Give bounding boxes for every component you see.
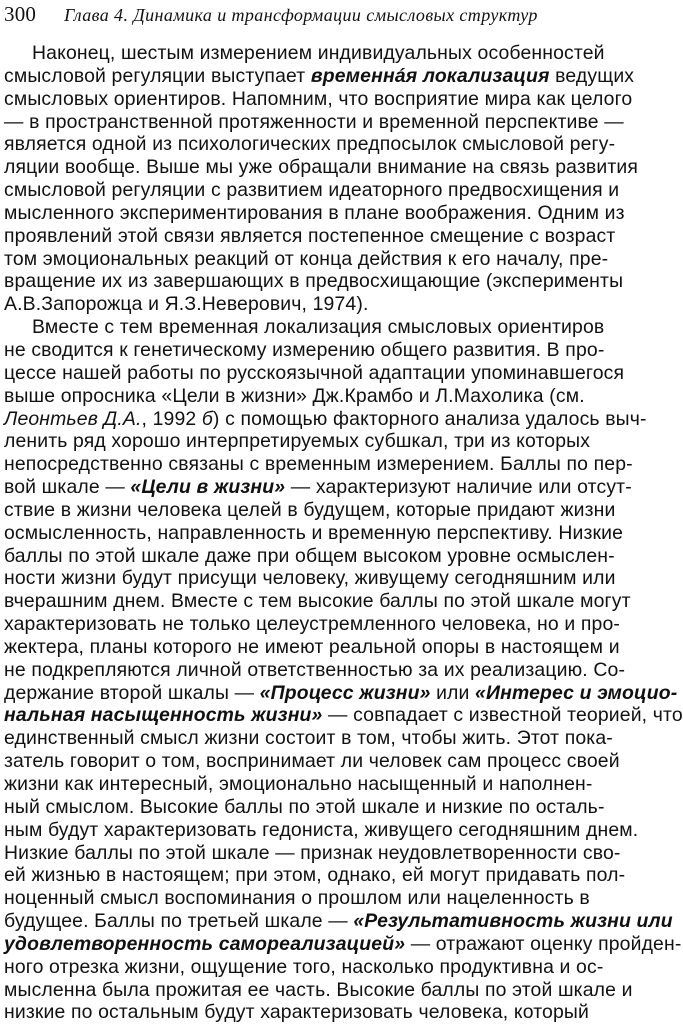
scale-name: нальная насыщенность жизни» xyxy=(4,704,323,727)
text-run: — характеризуют наличие или отсут- xyxy=(285,476,632,499)
text-line xyxy=(4,407,647,431)
text-line xyxy=(4,704,683,727)
text-line: выше опросника «Цели в жизни» Дж.Крамбо и Л.Махолика (см. xyxy=(4,384,585,407)
text-line: ленить ряд хорошо интерпретируемых субшкал, три из которых xyxy=(4,430,591,453)
text-run: держание второй шкалы — xyxy=(4,681,260,704)
text-line: жектера, планы которого не имеют реальной опоры в настоящем и xyxy=(4,635,620,658)
text-line: вращение их из завершающих в предвосхищающие (эксперименты xyxy=(4,270,624,293)
page-header xyxy=(4,2,644,30)
text-line: ляции вообще. Выше мы уже обращали внимание на связь развития xyxy=(4,156,639,179)
text-line: непосредственно связаны с временным измерением. Баллы по пер- xyxy=(4,453,633,476)
text-line: осмысленность, направленность и временную перспективу. Низкие xyxy=(4,521,624,544)
text-line: том эмоциональных реакций от конца действия к его началу, пре- xyxy=(4,247,609,270)
text-line: является одной из психологических предпосылок смысловой регу- xyxy=(4,133,616,156)
text-run: будущее. Баллы по третьей шкале — xyxy=(4,910,354,933)
text-run: ) с помощью факторного анализа удалось выч- xyxy=(212,407,647,430)
text-line: баллы по этой шкале даже при общем высоком уровне осмыслен- xyxy=(4,544,615,567)
paragraph-temporal-localization xyxy=(4,42,644,316)
text-run: вой шкале — xyxy=(4,476,131,499)
text-line: Низкие баллы по этой шкале — признак неудовлетворенности сво- xyxy=(4,841,621,864)
citation-author: Леонтьев Д.А. xyxy=(4,407,142,430)
text-run: — совпадает с известной теорией, что xyxy=(322,704,683,727)
text-line: ности жизни будут присущи человеку, живущему сегодняшним или xyxy=(4,567,616,590)
scale-name: «Интерес и эмоцио- xyxy=(475,681,678,704)
text-line: жизни как интересный, эмоционально насыщенный и наполнен- xyxy=(4,773,593,795)
page-number: 300 xyxy=(4,2,37,26)
text-line: ного отрезка жизни, ощущение того, насколько продуктивна и ос- xyxy=(4,955,604,978)
text-line: мысленного экспериментирования в плане воображения. Одним из xyxy=(4,201,625,224)
text-line: ноценный смысл воспоминания о прошлом или нацеленность в xyxy=(4,887,590,910)
text-line: не сводится к генетическому измерению общего развития. В про- xyxy=(4,338,605,361)
text-run: , 1992 xyxy=(141,407,202,430)
scale-name: удовлетворенность самореализацией» xyxy=(4,932,406,955)
text-line: вчерашним днем. Вместе с тем высокие баллы по этой шкале могут xyxy=(4,590,631,613)
text-line: цессе нашей работы по русскоязычной адаптации упоминавшегося xyxy=(4,361,625,384)
running-head: Глава 4. Динамика и трансформации смысловых структур xyxy=(64,5,538,25)
text-run: смысловой регуляции выступает xyxy=(4,64,311,87)
paragraph-scales xyxy=(4,316,683,1024)
text-line: низкие по остальным будут характеризовать человека, который xyxy=(4,1001,589,1024)
citation-letter: б xyxy=(201,407,213,430)
text-line: проявлений этой связи является постепенное смещение с возраст xyxy=(4,224,616,247)
text-run: или xyxy=(430,681,476,704)
text-line xyxy=(4,65,644,88)
text-line xyxy=(4,476,644,499)
text-line: — в пространственной протяженности и временной перспективе — xyxy=(4,110,624,133)
text-line: ей жизнью в настоящем; при этом, однако, ей могут придавать пол- xyxy=(4,864,626,887)
text-line: мысленна была прожитая ее часть. Высокие баллы по этой шкале и xyxy=(4,978,633,1001)
text-line: не подкрепляются личной ответственностью за их реализацию. Со- xyxy=(4,658,626,681)
text-line xyxy=(4,932,682,956)
text-line: смысловых ориентиров. Напомним, что восприятие мира как целого xyxy=(4,87,633,110)
text-line: затель говорит о том, воспринимает ли человек сам процесс своей xyxy=(4,750,620,773)
scale-name: «Результативность жизни или xyxy=(353,910,673,933)
text-line: смысловой регуляции с развитием идеаторного предвосхищения и xyxy=(4,179,620,202)
body-text xyxy=(4,42,683,1024)
text-line: ным будут характеризовать гедониста, живущего сегодняшним днем. xyxy=(4,818,639,841)
text-run: ведущих xyxy=(549,64,635,87)
text-line: Вместе с тем временная локализация смысловых ориентиров xyxy=(32,316,605,339)
text-line: характеризовать не только целеустремленного человека, но и про- xyxy=(4,613,621,636)
text-run: — отражают оценку пройден- xyxy=(405,932,682,955)
text-line: ный смыслом. Высокие баллы по этой шкале и низкие по осталь- xyxy=(4,795,605,818)
text-line xyxy=(4,681,678,705)
text-line xyxy=(4,910,673,933)
text-line: единственный смысл жизни состоит в том, чтобы жить. Этот пока- xyxy=(4,727,613,750)
text-line: ствие в жизни человека целей в будущем, которые придают жизни xyxy=(4,498,616,521)
scale-name: «Процесс жизни» xyxy=(259,681,431,704)
text-line: А.В.Запорожца и Я.З.Неверович, 1974). xyxy=(4,293,369,316)
scale-name: «Цели в жизни» xyxy=(130,476,286,499)
emphasized-term: временнáя локализация xyxy=(310,64,550,87)
text-line: Наконец, шестым измерением индивидуальных особенностей xyxy=(32,42,605,64)
